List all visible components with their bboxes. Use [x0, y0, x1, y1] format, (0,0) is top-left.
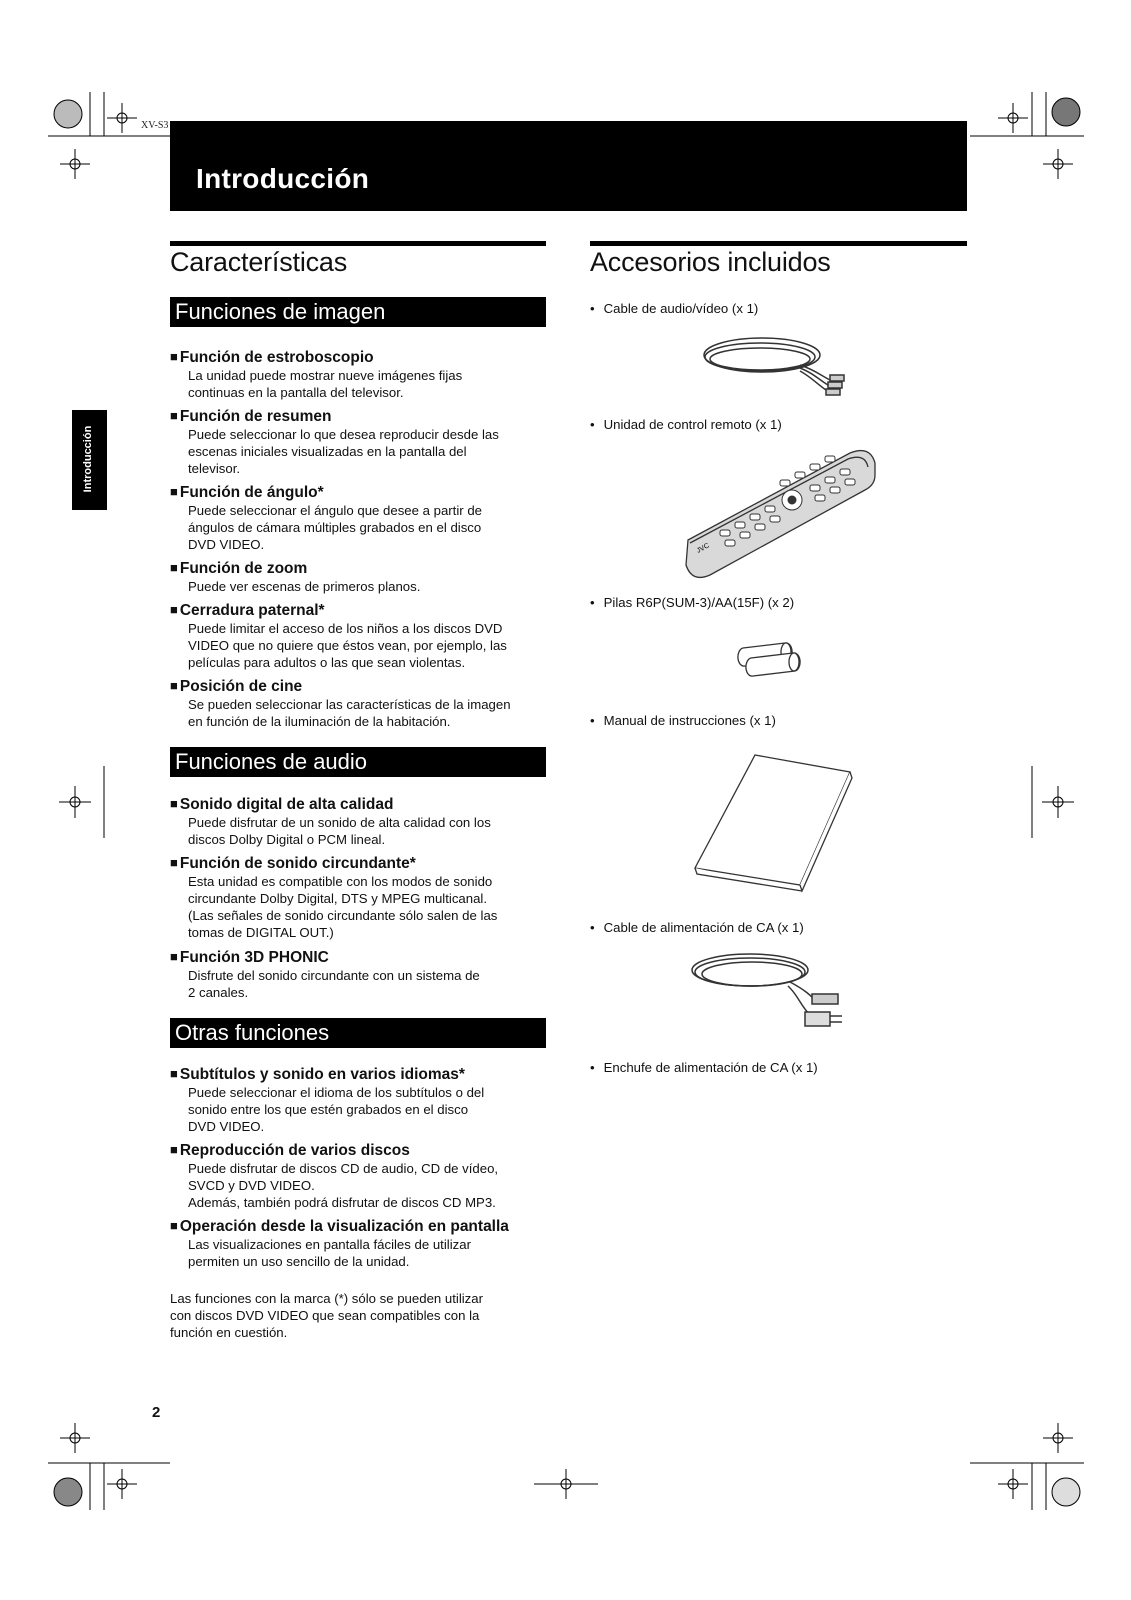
feature-item [170, 483, 550, 553]
feature-desc: Esta unidad es compatible con los modos de sonido circundante Dolby Digital, DTS y MPEG multicanal. (Las señales de sonido circundante sólo salen de las tomas de DIGITAL OUT.) [188, 874, 498, 940]
feature-desc: Las visualizaciones en pantalla fáciles de utilizar permiten un uso sencillo de la unidad. [188, 1237, 471, 1269]
feature-desc: Puede seleccionar el idioma de los subtítulos o del sonido entre los que estén grabados en el disco DVD VIDEO. [188, 1085, 485, 1134]
feature-item [170, 1065, 550, 1135]
page-title-bar [170, 121, 967, 211]
left-heading: Características [170, 247, 348, 277]
feature-title: ■ Cerradura paternal* [170, 601, 550, 620]
feature-title: ■ Posición de cine [170, 677, 550, 696]
feature-item [170, 854, 550, 941]
power-cord-illustration [690, 950, 860, 1040]
feature-title: ■ Función de resumen [170, 407, 550, 426]
feature-desc: Puede disfrutar de discos CD de audio, CD de vídeo, SVCD y DVD VIDEO. Además, también podrá disfrutar de discos CD MP3. [188, 1161, 499, 1210]
section-bar-otras [170, 1018, 546, 1048]
feature-desc: La unidad puede mostrar nueve imágenes fijas continuas en la pantalla del televisor. [188, 368, 463, 400]
svg-text:JVC: JVC [695, 542, 711, 555]
feature-item [170, 348, 550, 401]
feature-item [170, 1141, 550, 1211]
right-heading: Accesorios incluidos [590, 247, 831, 277]
section-bar-audio [170, 747, 546, 777]
feature-desc: Puede disfrutar de un sonido de alta calidad con los discos Dolby Digital o PCM lineal. [188, 815, 491, 847]
page-number: 2 [152, 1404, 161, 1421]
batteries-illustration [735, 638, 815, 683]
feature-desc: Puede seleccionar lo que desea reproducir desde las escenas iniciales visualizadas en la pantalla del televisor. [188, 427, 499, 476]
feature-desc: Puede seleccionar el ángulo que desee a partir de ángulos de cámara múltiples grabados en el disco DVD VIDEO. [188, 503, 482, 552]
page-title: Introducción [196, 163, 370, 194]
feature-item [170, 795, 550, 848]
feature-item [170, 559, 550, 595]
section-title: Otras funciones [175, 1020, 330, 1045]
remote-control-illustration [680, 445, 880, 580]
feature-item [170, 677, 550, 730]
feature-title: ■ Función de zoom [170, 559, 550, 578]
feature-title: ■ Función de estroboscopio [170, 348, 550, 367]
feature-item [170, 407, 550, 477]
accessory-item: • Enchufe de alimentación de CA (x 1) [590, 1059, 818, 1076]
accessory-item: • Manual de instrucciones (x 1) [590, 712, 776, 729]
feature-title: ■ Función de ángulo* [170, 483, 550, 502]
feature-title: ■ Función de sonido circundante* [170, 854, 550, 873]
section-title: Funciones de audio [175, 749, 368, 774]
accessory-item: • Unidad de control remoto (x 1) [590, 416, 782, 433]
feature-desc: Disfrute del sonido circundante con un sistema de 2 canales. [188, 968, 480, 1000]
av-cable-illustration [700, 335, 860, 405]
footnote: Las funciones con la marca (*) sólo se pueden utilizar con discos DVD VIDEO que sean compatibles con la función en cuestión. [170, 1291, 484, 1340]
feature-desc: Puede limitar el acceso de los niños a los discos DVD VIDEO que no quiere que éstos vean, por ejemplo, las películas para adultos o las que sean violentas. [188, 621, 507, 670]
section-bar-imagen [170, 297, 546, 327]
feature-title: ■ Función 3D PHONIC [170, 948, 550, 967]
feature-title: ■ Reproducción de varios discos [170, 1141, 550, 1160]
feature-item [170, 948, 550, 1001]
right-heading-rule [590, 241, 967, 246]
feature-item [170, 601, 550, 671]
section-title: Funciones de imagen [175, 299, 386, 324]
model-code: XV-S3 [141, 120, 169, 131]
left-heading-rule [170, 241, 546, 246]
accessory-item: • Cable de audio/vídeo (x 1) [590, 300, 758, 317]
accessory-item: • Cable de alimentación de CA (x 1) [590, 919, 804, 936]
feature-title: ■ Subtítulos y sonido en varios idiomas* [170, 1065, 550, 1084]
side-tab [72, 410, 107, 510]
feature-title: ■ Operación desde la visualización en pantalla [170, 1217, 550, 1236]
side-tab-label: Introducción [82, 425, 94, 493]
feature-desc: Se pueden seleccionar las características de la imagen en función de la iluminación de la habitación. [188, 697, 511, 729]
feature-title: ■ Sonido digital de alta calidad [170, 795, 550, 814]
feature-desc: Puede ver escenas de primeros planos. [188, 579, 421, 594]
feature-item [170, 1217, 550, 1270]
accessory-item: • Pilas R6P(SUM-3)/AA(15F) (x 2) [590, 594, 794, 611]
manual-illustration [690, 750, 860, 890]
